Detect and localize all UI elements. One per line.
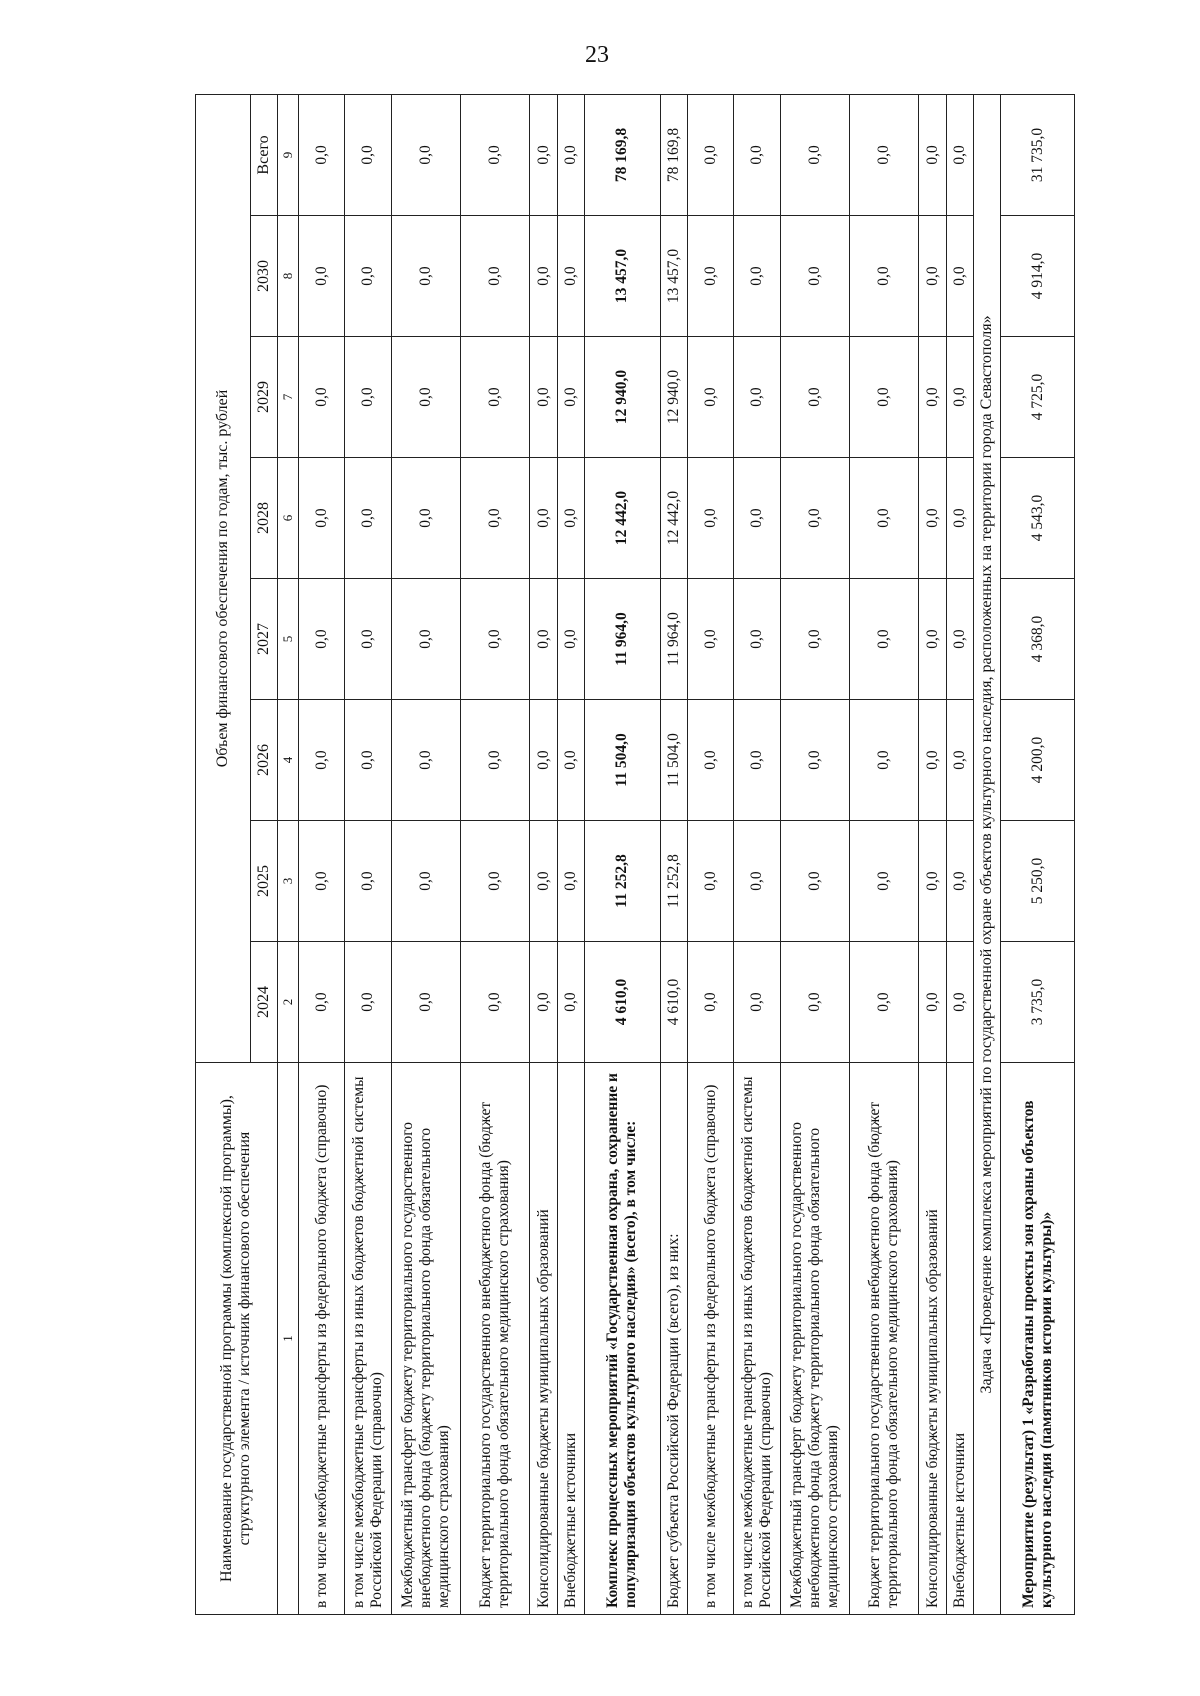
value-cell: 0,0: [919, 942, 946, 1063]
table-row: [780, 94, 849, 1614]
row-label: Внебюджетные источники: [557, 1063, 584, 1615]
value-cell: 0,0: [919, 337, 946, 458]
value-cell: 0,0: [919, 700, 946, 821]
value-cell: 4 200,0: [1001, 700, 1075, 821]
value-cell: 0,0: [391, 458, 460, 579]
column-number: 7: [277, 337, 298, 458]
value-cell: 0,0: [734, 821, 780, 942]
value-cell: 0,0: [946, 942, 973, 1063]
value-cell: 0,0: [345, 942, 391, 1063]
total-cell: 78 169,8: [584, 94, 660, 215]
value-cell: 0,0: [734, 216, 780, 337]
value-cell: 0,0: [557, 700, 584, 821]
row-label: Межбюджетный трансферт бюджету территориального государственного внебюджетного фонда (бюджету территориального фонда обязательного медицинского страхования): [780, 1063, 849, 1615]
total-cell: 0,0: [734, 94, 780, 215]
column-number: 3: [277, 821, 298, 942]
data-rows: [298, 94, 973, 1614]
table-row: [660, 94, 687, 1614]
value-cell: 4 610,0: [584, 942, 660, 1063]
value-cell: 0,0: [557, 579, 584, 700]
total-cell: 0,0: [345, 94, 391, 215]
value-cell: 0,0: [849, 700, 918, 821]
table-row: [460, 94, 529, 1614]
value-cell: 0,0: [345, 337, 391, 458]
value-cell: 12 442,0: [660, 458, 687, 579]
volume-header: Объем финансового обеспечения по годам, тыс. рублей: [196, 94, 251, 1062]
table-row: [849, 94, 918, 1614]
value-cell: 11 504,0: [584, 700, 660, 821]
total-cell: 0,0: [687, 94, 733, 215]
value-cell: 4 543,0: [1001, 458, 1075, 579]
column-number: 8: [277, 216, 298, 337]
column-number: 1: [277, 1063, 298, 1615]
value-cell: 12 442,0: [584, 458, 660, 579]
value-cell: 0,0: [849, 337, 918, 458]
value-cell: 0,0: [780, 942, 849, 1063]
total-cell: 0,0: [460, 94, 529, 215]
total-cell: 0,0: [530, 94, 557, 215]
value-cell: 11 964,0: [660, 579, 687, 700]
value-cell: 0,0: [946, 337, 973, 458]
value-cell: 0,0: [391, 942, 460, 1063]
value-cell: 11 504,0: [660, 700, 687, 821]
value-cell: 0,0: [687, 821, 733, 942]
year-header: 2024: [250, 942, 277, 1063]
value-cell: 0,0: [687, 458, 733, 579]
value-cell: 0,0: [780, 579, 849, 700]
table-row: [734, 94, 780, 1614]
row-label: Бюджет субъекта Российской Федерации (всего), из них:: [660, 1063, 687, 1615]
value-cell: 12 940,0: [584, 337, 660, 458]
table-row: [946, 94, 973, 1614]
value-cell: 0,0: [391, 821, 460, 942]
value-cell: 0,0: [687, 216, 733, 337]
value-cell: 0,0: [345, 700, 391, 821]
year-header: 2027: [250, 579, 277, 700]
value-cell: 0,0: [919, 216, 946, 337]
value-cell: 0,0: [530, 942, 557, 1063]
value-cell: 0,0: [530, 700, 557, 821]
value-cell: 0,0: [460, 458, 529, 579]
value-cell: 0,0: [946, 700, 973, 821]
table-row: [919, 94, 946, 1614]
row-label: Бюджет территориального государственного внебюджетного фонда (бюджет территориального фонда обязательного медицинского страхования): [460, 1063, 529, 1615]
value-cell: 0,0: [460, 700, 529, 821]
row-label: в том числе межбюджетные трансферты из федерального бюджета (справочно): [298, 1063, 344, 1615]
value-cell: 0,0: [687, 942, 733, 1063]
total-cell: 78 169,8: [660, 94, 687, 215]
value-cell: 4 610,0: [660, 942, 687, 1063]
value-cell: 3 735,0: [1001, 942, 1075, 1063]
row-label: Межбюджетный трансферт бюджету территориального государственного внебюджетного фонда (бюджету территориального фонда обязательного медицинского страхования): [391, 1063, 460, 1615]
table-row: [298, 94, 344, 1614]
total-cell: 0,0: [780, 94, 849, 215]
value-cell: 0,0: [345, 458, 391, 579]
table-row: [687, 94, 733, 1614]
column-number: 5: [277, 579, 298, 700]
value-cell: 0,0: [298, 942, 344, 1063]
value-cell: 0,0: [345, 821, 391, 942]
value-cell: 0,0: [460, 216, 529, 337]
event-row: [1001, 94, 1075, 1614]
year-header: 2029: [250, 337, 277, 458]
value-cell: 13 457,0: [584, 216, 660, 337]
value-cell: 0,0: [530, 821, 557, 942]
value-cell: 0,0: [687, 700, 733, 821]
table-row: [530, 94, 557, 1614]
table-row: [557, 94, 584, 1614]
value-cell: 0,0: [734, 942, 780, 1063]
value-cell: 0,0: [946, 821, 973, 942]
value-cell: 12 940,0: [660, 337, 687, 458]
column-number: 9: [277, 94, 298, 215]
value-cell: 0,0: [734, 579, 780, 700]
total-cell: 0,0: [391, 94, 460, 215]
value-cell: 0,0: [849, 458, 918, 579]
value-cell: 11 252,8: [584, 821, 660, 942]
value-cell: 0,0: [687, 579, 733, 700]
column-number-row: [277, 94, 298, 1614]
header-row-1: [196, 94, 251, 1614]
value-cell: 0,0: [557, 821, 584, 942]
value-cell: 0,0: [298, 579, 344, 700]
value-cell: 0,0: [557, 458, 584, 579]
row-label: Консолидированные бюджеты муниципальных образований: [919, 1063, 946, 1615]
row-label: Внебюджетные источники: [946, 1063, 973, 1615]
row-label: в том числе межбюджетные трансферты из федерального бюджета (справочно): [687, 1063, 733, 1615]
value-cell: 4 368,0: [1001, 579, 1075, 700]
table-row: [391, 94, 460, 1614]
value-cell: 11 252,8: [660, 821, 687, 942]
value-cell: 0,0: [849, 579, 918, 700]
column-number: 6: [277, 458, 298, 579]
row-label: Комплекс процессных мероприятий «Государственная охрана, сохранение и популяризация объектов культурного наследия» (всего), в том числе:: [584, 1063, 660, 1615]
value-cell: 0,0: [460, 942, 529, 1063]
value-cell: 0,0: [530, 216, 557, 337]
value-cell: 11 964,0: [584, 579, 660, 700]
value-cell: 0,0: [298, 700, 344, 821]
value-cell: 0,0: [460, 579, 529, 700]
year-header: 2026: [250, 700, 277, 821]
table-row: [584, 94, 660, 1614]
value-cell: 0,0: [345, 216, 391, 337]
value-cell: 0,0: [530, 579, 557, 700]
value-cell: 0,0: [391, 216, 460, 337]
column-number: 4: [277, 700, 298, 821]
value-cell: 0,0: [557, 337, 584, 458]
total-cell: 0,0: [557, 94, 584, 215]
value-cell: 0,0: [530, 458, 557, 579]
value-cell: 0,0: [298, 337, 344, 458]
financing-table: [195, 94, 1075, 1615]
total-cell: 0,0: [849, 94, 918, 215]
value-cell: 0,0: [298, 458, 344, 579]
value-cell: 0,0: [849, 216, 918, 337]
value-cell: 0,0: [919, 579, 946, 700]
value-cell: 0,0: [849, 942, 918, 1063]
value-cell: 0,0: [345, 579, 391, 700]
total-cell: 0,0: [946, 94, 973, 215]
task-title: Задача «Проведение комплекса мероприятий по государственной охране объектов культурного наследия, расположенных на территории города Севастополя»: [974, 94, 1001, 1614]
value-cell: 0,0: [530, 337, 557, 458]
row-label: в том числе межбюджетные трансферты из иных бюджетов бюджетной системы Российской Федерации (справочно): [345, 1063, 391, 1615]
value-cell: 13 457,0: [660, 216, 687, 337]
name-column-header: Наименование государственной программы (комплексной программы), структурного элемента / источник финансового обеспечения: [196, 1063, 278, 1615]
value-cell: 0,0: [849, 821, 918, 942]
year-header: 2028: [250, 458, 277, 579]
total-cell: 0,0: [919, 94, 946, 215]
column-number: 2: [277, 942, 298, 1063]
value-cell: 0,0: [780, 458, 849, 579]
value-cell: 0,0: [734, 700, 780, 821]
value-cell: 0,0: [734, 337, 780, 458]
table-row: [345, 94, 391, 1614]
value-cell: 0,0: [298, 216, 344, 337]
rotated-table-container: [195, 95, 1075, 1615]
value-cell: 4 725,0: [1001, 337, 1075, 458]
value-cell: 0,0: [460, 821, 529, 942]
total-cell: 31 735,0: [1001, 94, 1075, 215]
value-cell: 0,0: [391, 700, 460, 821]
task-row: [974, 94, 1001, 1614]
value-cell: 0,0: [780, 216, 849, 337]
value-cell: 0,0: [557, 216, 584, 337]
value-cell: 0,0: [687, 337, 733, 458]
total-cell: 0,0: [298, 94, 344, 215]
page-number: 23: [585, 42, 609, 68]
value-cell: 0,0: [946, 579, 973, 700]
value-cell: 0,0: [780, 821, 849, 942]
total-header: Всего: [250, 94, 277, 215]
year-header: 2030: [250, 216, 277, 337]
event-name: Мероприятие (результат) 1 «Разработаны проекты зон охраны объектов культурного наследия (памятников истории культуры)»: [1001, 1063, 1075, 1615]
value-cell: 0,0: [557, 942, 584, 1063]
value-cell: 4 914,0: [1001, 216, 1075, 337]
row-label: Консолидированные бюджеты муниципальных образований: [530, 1063, 557, 1615]
value-cell: 0,0: [946, 458, 973, 579]
year-header: 2025: [250, 821, 277, 942]
row-label: в том числе межбюджетные трансферты из иных бюджетов бюджетной системы Российской Федерации (справочно): [734, 1063, 780, 1615]
value-cell: 0,0: [391, 337, 460, 458]
value-cell: 0,0: [298, 821, 344, 942]
value-cell: 5 250,0: [1001, 821, 1075, 942]
value-cell: 0,0: [919, 458, 946, 579]
value-cell: 0,0: [946, 216, 973, 337]
row-label: Бюджет территориального государственного внебюджетного фонда (бюджет территориального фонда обязательного медицинского страхования): [849, 1063, 918, 1615]
value-cell: 0,0: [391, 579, 460, 700]
value-cell: 0,0: [780, 337, 849, 458]
value-cell: 0,0: [780, 700, 849, 821]
value-cell: 0,0: [460, 337, 529, 458]
value-cell: 0,0: [919, 821, 946, 942]
value-cell: 0,0: [734, 458, 780, 579]
